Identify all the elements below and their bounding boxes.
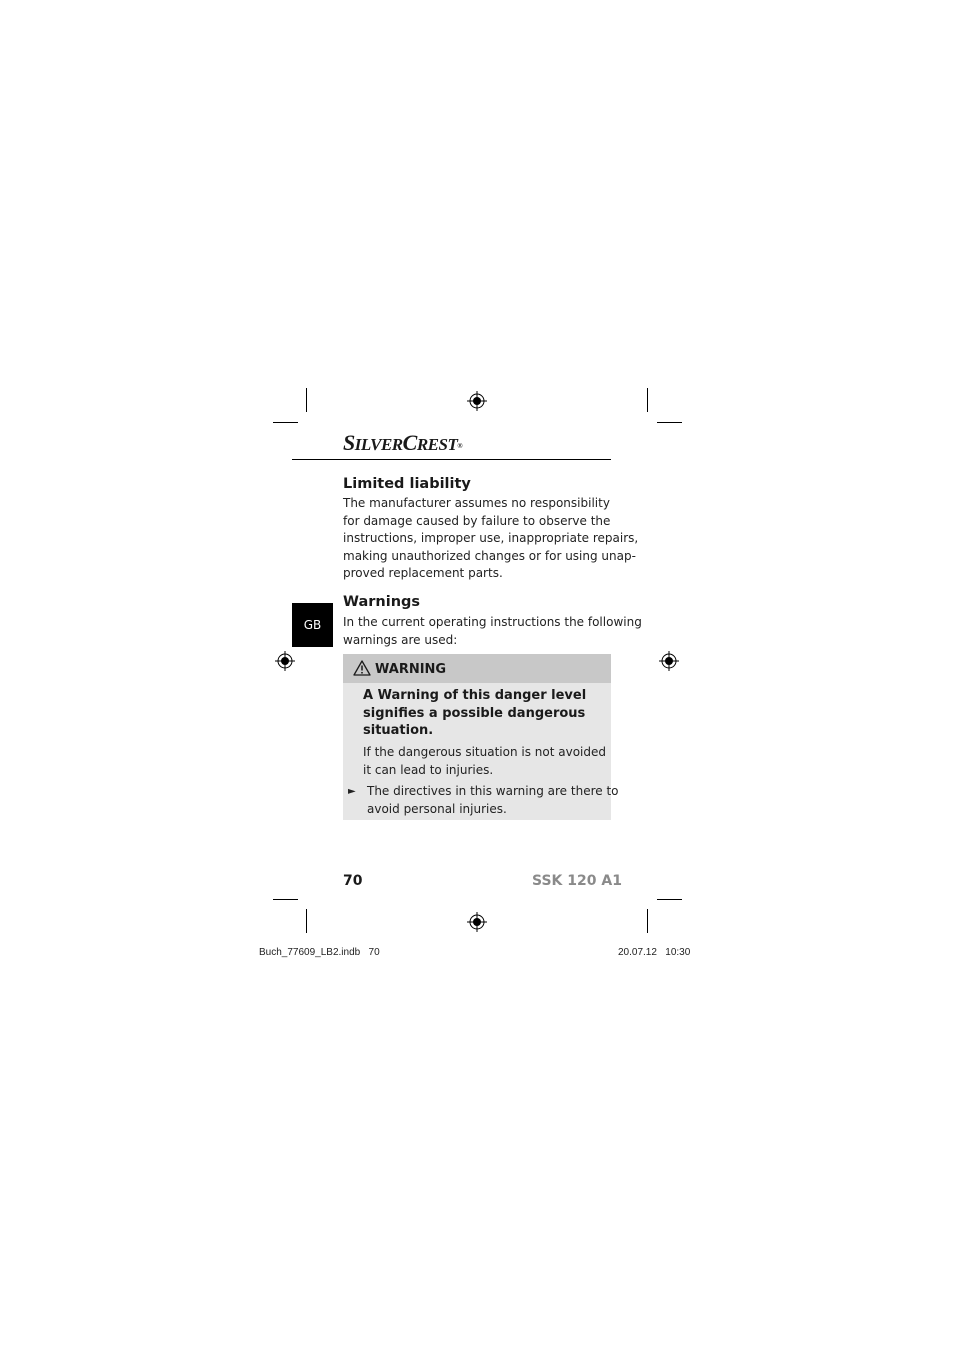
crop-mark: [647, 909, 648, 933]
model-number: SSK 120 A1: [532, 873, 622, 889]
crop-mark: [306, 388, 307, 412]
slug-file-info: Buch_77609_LB2.indb 70: [259, 947, 380, 958]
language-tab: GB: [292, 603, 333, 647]
limited-liability-text: The manufacturer assumes no responsibility for damage caused by failure to observe the instructions, improper use, inappropriate repairs, making unauthorized changes or for using unap- proved replacement parts.: [343, 496, 639, 580]
warning-bold-statement: A Warning of this danger level signifies a possible dangerous situation.: [363, 688, 587, 738]
warning-label: WARNING: [375, 662, 447, 677]
warning-triangle-icon: [353, 660, 371, 676]
crop-mark: [273, 422, 298, 423]
bullet-arrow-icon: ►: [348, 786, 356, 797]
heading-limited-liability: Limited liability: [343, 476, 471, 492]
crop-mark: [647, 388, 648, 412]
brand-logo: SILVERCREST®: [343, 430, 463, 455]
warnings-intro-text: In the current operating instructions the following warnings are used:: [343, 615, 642, 647]
crop-mark: [306, 909, 307, 933]
registration-mark-icon: [467, 391, 487, 411]
page-number: 70: [343, 873, 363, 889]
heading-warnings: Warnings: [343, 594, 421, 610]
crop-mark: [657, 899, 682, 900]
warning-box-header: [343, 654, 611, 683]
registration-mark-icon: [275, 651, 295, 671]
registration-mark-icon: [659, 651, 679, 671]
registration-mark-icon: [467, 912, 487, 932]
crop-mark: [657, 422, 682, 423]
warning-consequence-text: If the dangerous situation is not avoided it can lead to injuries.: [363, 745, 607, 777]
slug-date-info: 20.07.12 10:30: [618, 947, 691, 958]
crop-mark: [273, 899, 298, 900]
header-rule: [292, 459, 611, 460]
warning-directive-text: The directives in this warning are there to avoid personal injuries.: [367, 784, 619, 816]
